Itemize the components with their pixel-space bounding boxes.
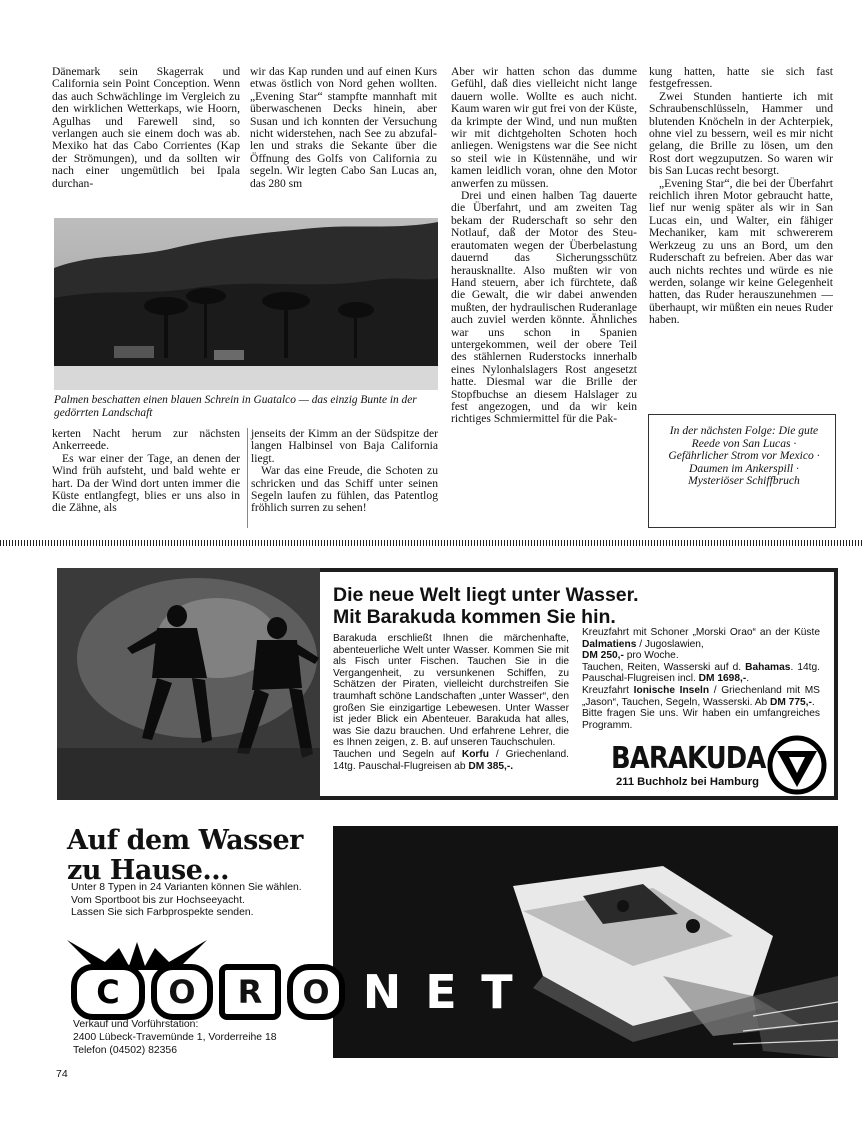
logo-letter: E <box>425 965 457 1019</box>
page-number: 74 <box>56 1068 68 1080</box>
paragraph: jenseits der Kimm an der Südspitze der langen Halbinsel von Baja California liegt. <box>251 428 438 465</box>
headline-line-2: zu Hause... <box>67 855 230 886</box>
barakuda-emblem-icon <box>767 735 827 795</box>
barakuda-text-panel <box>320 572 834 796</box>
offer-ionian: Kreuzfahrt Ionische Inseln / Griechenland mit MS „Jason“, Tauchen, Segeln, Wasserski. Ab DM 775,-. <box>582 684 820 708</box>
logo-letter: R <box>219 964 281 1020</box>
coronet-headline <box>67 826 303 886</box>
barakuda-left-text <box>333 633 569 772</box>
barakuda-right-text <box>582 627 820 731</box>
intro-text: Barakuda erschließt Ihnen die märchenhafte, abenteuerliche Welt unter Wasser. Kommen Sie mit als Fisch unter Fischen. Tauchen Sie in die Vergangenheit, zu versunkenen Schiffen, zu Schätzen der Piraten, vielleicht durchstreifen Sie traumhaft schöne Landschaften „unter Wasser“, den großen Sie einzigartige Lebewesen. Unter Wasser ist jeder Blick ein Abenteuer. Barakuda hat alles, was Sie dazu brauchen. Und erfahrene Lehrer, die es Ihnen zeigen, z. B. auf unseren Tauchschulen. <box>333 633 569 749</box>
logo-letter: O <box>151 964 213 1020</box>
logo-letter: T <box>481 965 513 1019</box>
paragraph: kerten Nacht herum zur nächsten Ankerreede. <box>52 428 240 453</box>
coronet-ad <box>57 822 838 1058</box>
boat-image <box>333 826 838 1058</box>
paragraph: wir das Kap runden und auf einen Kurs etwas östlich von Nord gehen wollten. „Evening Star“ stampfte mannhaft mit überwaschenen Decks hinein, aber Susan und ich konnten der Versuchung nicht widerstehen, nach See zu abzufallen und straks die Sekante über die Öffnung des Golfs von California zu segeln. Wir legten Cabo San Lucas an, das 280 sm <box>250 66 437 190</box>
article-column-2-lower <box>247 428 438 528</box>
logo-letter: N <box>362 965 402 1019</box>
offer-dalmatien: Kreuzfahrt mit Schoner „Morski Orao“ an der Küste Dalmatiens / Jugoslawien, DM 250,- pro Woche. <box>582 627 820 662</box>
paragraph: Es war einer der Tage, an denen der Wind früh aufsteht, und bald wehte er hart. Da der Wind dort unten immer die Küste entlangfegt, blies er uns also in die Zähne, als <box>52 451 240 515</box>
logo-letter: C <box>71 964 145 1020</box>
contact-line: 2400 Lübeck-Travemünde 1, Vorderreihe 18 <box>73 1032 277 1043</box>
article-column-1-lower <box>52 428 240 528</box>
landscape-image <box>54 218 438 390</box>
headline-line-1: Auf dem Wasser <box>67 825 303 856</box>
paragraph: kung hatten, hatte sie sich fast festgefressen. <box>649 66 833 91</box>
divers-photo <box>57 568 320 800</box>
paragraph: Dänemark sein Skagerrak und California sein Point Conception. Wenn das auch Schwächlinge im Vergleich zu den wirklichen Wetterkaps, wie Hoorn, Agulhas und Farewell sind, so verlangen auch sie einem doch was ab. Mexiko hat das Cabo Corrientes (Kap der Strömungen), und da sollten wir nach einer ungemütlich bei Ipala durchan- <box>52 66 240 190</box>
barakuda-headline <box>333 584 639 628</box>
offer-korfu: Tauchen und Segeln auf Korfu / Griechenland. 14tg. Pauschal-Flugreisen ab DM 385,-. <box>333 748 569 772</box>
next-episode-box: In der nächsten Folge: Die gute Reede von San Lucas · Gefährlicher Strom vor Mexico · Daumen im Ankerspill · Mysteriöser Schiffbruch <box>648 414 836 528</box>
coronet-contact <box>73 1018 277 1057</box>
speedboat-photo <box>333 826 838 1058</box>
paragraph: Zwei Stunden hantierte ich mit Schraubenschlüsseln, Hammer und blutenden Knöcheln in der Achterpiek, ohne viel zu bessern, weil es mir nicht gelang, die Brille zu lösen, um den Rost dort wegzuputzen. So waren wir bis San Lucas recht besorgt. <box>649 89 833 178</box>
contact-line: Verkauf und Vorführstation: <box>73 1019 199 1030</box>
headline-line-2: Mit Barakuda kommen Sie hin. <box>333 606 616 628</box>
logo-letter: O <box>287 964 345 1020</box>
paragraph: Drei und einen halben Tag dauerte die Überfahrt, und am zweiten Tag bekam der Ruderschaft so sehr den Notlauf, daß der Motor des Steuerautomaten wegen der Überbelastung dauernd das Sicherungsschütz herausknallte. Also mußten wir von Hand steuern, aber ich fürchtete, daß die Gewalt, die wir dabei anwenden mußten, der hydraulischen Ruderanlage auch zuviel werden könnte. Ähnliches war uns schon in Spanien untergekommen, weil der obere Teil des stählernen Ruderstocks innerhalb eines Nylonhalslagers Rost angesetzt hatte. Diesmal war die Brille der Stopfbuchse an diesem Halslager zu fest angezogen, und da wir kein richtiges Schmiermittel für die Pak- <box>451 189 637 426</box>
palm-trees-photo <box>54 218 438 390</box>
coronet-logo <box>71 964 551 1019</box>
contact-line: Telefon (04502) 82356 <box>73 1045 177 1056</box>
paragraph: „Evening Star“, die bei der Überfahrt reichlich ihren Motor gebraucht hatte, lief nur wenig später als wir in San Lucas ein, und Walter, ein fähiger Mechaniker, kam mit schwererem Werkzeug zu uns an Bord, um den Ruderschaft zu befreien. Aber das war auch nichts rechtes und würde es nie werden, solange wir keine Gelegenheit hatten, das Ruder herauszunehmen — überhaupt, wir müßten ein neues Ruder haben. <box>649 176 833 327</box>
barakuda-logo: BARAKUDA <box>611 741 766 776</box>
barakuda-ad <box>57 568 838 800</box>
closing-text: Bitte fragen Sie uns. Wir haben ein umfangreiches Programm. <box>582 708 820 731</box>
subtext-line: Lassen Sie sich Farbprospekte senden. <box>71 907 254 918</box>
photo-caption: Palmen beschatten einen blauen Schrein in Guatalco — das einzig Bunte in der gedörrten Landschaft <box>54 394 417 419</box>
article-column-2 <box>250 66 437 216</box>
paragraph: Aber wir hatten schon das dumme Gefühl, daß dies vielleicht nicht lange dauern wolle. Wollte es auch nicht. Kaum waren wir gut frei von der Küste, da krimpte der Wind, und nun mußten wir mit dichtgeholten Schoten hoch anliegen. Wenigstens war die See nicht so steil wie in Küstennähe, und wir kamen leidlich voran, ohne den Motor anwerfen zu müssen. <box>451 66 637 190</box>
divers-image <box>57 568 320 800</box>
paragraph: War das eine Freude, die Schoten zu schricken und das Schiff unter seinen Segeln laufen zu fühlen, das Patentlog fröhlich surren zu sehen! <box>251 464 438 515</box>
article-column-1 <box>52 66 240 216</box>
page-divider <box>0 540 864 546</box>
coronet-subtext <box>71 882 302 920</box>
offer-bahamas: Tauchen, Reiten, Wasserski auf d. Bahamas. 14tg. Pauschal-Flugreisen incl. DM 1698,-. <box>582 661 820 685</box>
subtext-line: Vom Sportboot bis zur Hochseeyacht. <box>71 894 245 906</box>
article-column-4 <box>649 66 833 386</box>
subtext-line: Unter 8 Typen in 24 Varianten können Sie wählen. <box>71 882 302 893</box>
article-column-3 <box>451 66 637 530</box>
headline-line-1: Die neue Welt liegt unter Wasser. <box>333 584 639 606</box>
barakuda-address: 211 Buchholz bei Hamburg <box>616 776 759 788</box>
